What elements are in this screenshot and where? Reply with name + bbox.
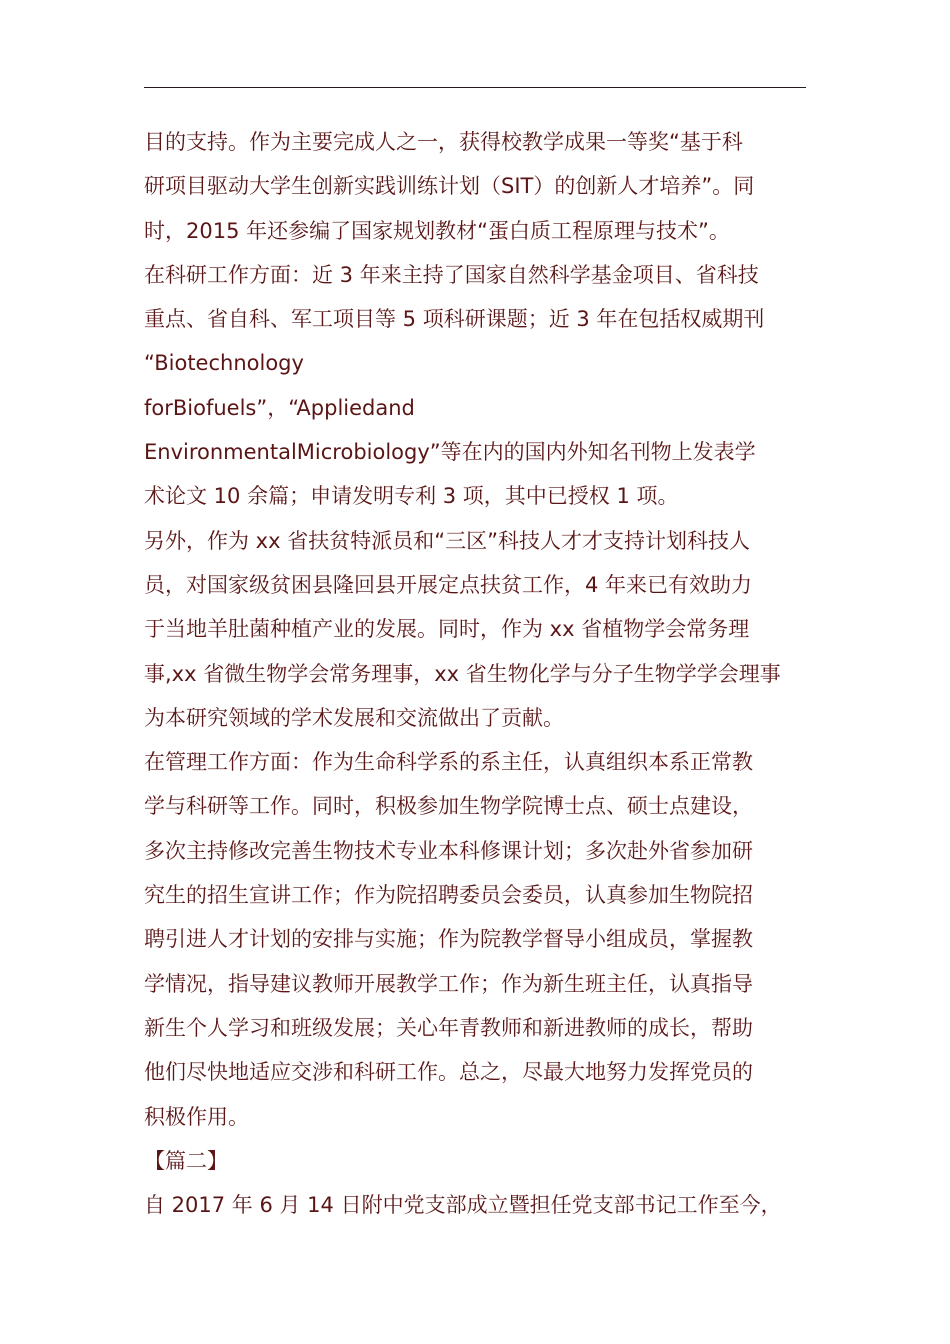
text-line: 新生个人学习和班级发展；关心年青教师和新进教师的成长，帮助	[144, 1015, 753, 1040]
text-line: 自 2017 年 6 月 14 日附中党支部成立暨担任党支部书记工作至今，	[144, 1193, 782, 1218]
text-line: EnvironmentalMicrobiology”等在内的国内外知名刊物上发表学	[144, 440, 756, 465]
text-line: 积极作用。	[144, 1104, 249, 1129]
text-line: 在科研工作方面：近 3 年来主持了国家自然科学基金项目、省科技	[144, 262, 759, 287]
text-line: 学情况，指导建议教师开展教学工作；作为新生班主任，认真指导	[144, 971, 753, 996]
text-line: 在管理工作方面：作为生命科学系的系主任，认真组织本系正常教	[144, 750, 753, 775]
section-heading: 【篇二】	[144, 1148, 228, 1173]
text-line: 时，2015 年还参编了国家规划教材“蛋白质工程原理与技术”。	[144, 218, 730, 243]
text-line: 另外，作为 xx 省扶贫特派员和“三区”科技人才才支持计划科技人	[144, 528, 750, 553]
text-line: “Biotechnology	[144, 351, 304, 376]
text-line: 学与科研等工作。同时，积极参加生物学院博士点、硕士点建设，	[144, 794, 753, 819]
text-line: 于当地羊肚菌种植产业的发展。同时，作为 xx 省植物学会常务理	[144, 617, 750, 642]
text-line: 研项目驱动大学生创新实践训练计划（SIT）的创新人才培养”。同	[144, 174, 755, 199]
text-line: 究生的招生宣讲工作；作为院招聘委员会委员，认真参加生物院招	[144, 883, 753, 908]
text-line: 多次主持修改完善生物技术专业本科修课计划；多次赴外省参加研	[144, 838, 753, 863]
text-line: 目的支持。作为主要完成人之一，获得校教学成果一等奖“基于科	[144, 130, 743, 154]
header-rule	[144, 87, 806, 88]
text-line: 员，对国家级贫困县隆回县开展定点扶贫工作，4 年来已有效助力	[144, 572, 753, 597]
text-line: 为本研究领域的学术发展和交流做出了贡献。	[144, 705, 564, 730]
text-line: forBiofuels”，“Appliedand	[144, 395, 415, 420]
text-line: 事,xx 省微生物学会常务理事，xx 省生物化学与分子生物学学会理事	[144, 661, 781, 686]
document-body	[144, 120, 806, 1227]
text-line: 他们尽快地适应交涉和科研工作。总之，尽最大地努力发挥党员的	[144, 1060, 753, 1085]
text-line: 术论文 10 余篇；申请发明专利 3 项，其中已授权 1 项。	[144, 484, 679, 509]
text-line: 聘引进人才计划的安排与实施；作为院教学督导小组成员，掌握教	[144, 927, 753, 952]
text-line: 重点、省自科、军工项目等 5 项科研课题；近 3 年在包括权威期刊	[144, 307, 765, 332]
